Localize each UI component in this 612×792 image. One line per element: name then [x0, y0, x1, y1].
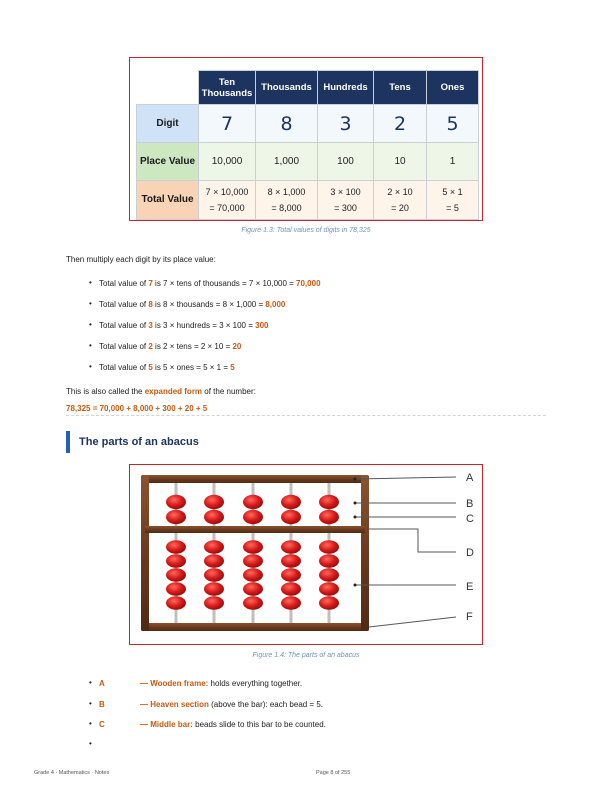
- figure-caption-place-value: Figure 1.3: Total values of digits in 78,325: [241, 227, 371, 234]
- abacus-label-d: D: [466, 547, 474, 559]
- row-label-total-value: Total Value: [137, 181, 199, 220]
- heaven-bead: [281, 510, 301, 524]
- heaven-bead: [204, 510, 224, 524]
- part-definition: — Middle bar: beads slide to this bar to be counted.: [140, 720, 326, 729]
- section-title: The parts of an abacus: [79, 436, 199, 448]
- bullet-dot: •: [89, 719, 92, 728]
- earth-bead: [319, 568, 339, 582]
- earth-bead: [204, 582, 224, 596]
- list-item: Total value of 5 is 5 × ones = 5 × 1 = 5: [99, 363, 235, 372]
- bullet-dot: •: [89, 320, 92, 329]
- place-value-cell: 100: [318, 143, 374, 181]
- middle-bar: [145, 526, 365, 533]
- earth-bead: [204, 568, 224, 582]
- table-row-digit: [137, 105, 479, 143]
- table-header-row: [137, 71, 479, 105]
- divider: [66, 415, 546, 416]
- bullet-dot: •: [89, 278, 92, 287]
- row-label-place-value: Place Value: [137, 143, 199, 181]
- earth-bead: [319, 554, 339, 568]
- earth-bead: [243, 596, 263, 610]
- part-tag: C: [99, 720, 105, 729]
- total-value-cell: 2 × 10 = 20: [374, 181, 427, 220]
- table-row-total-value: [137, 181, 479, 220]
- digit-cell: 3: [318, 105, 374, 143]
- earth-bead: [281, 540, 301, 554]
- expanded-form-text: This is also called the expanded form of the number:: [66, 387, 256, 396]
- part-definition: — Heaven section (above the bar): each bead = 5.: [140, 700, 323, 709]
- leader-line-a: [355, 477, 456, 479]
- row-label-digit: Digit: [137, 105, 199, 143]
- part-definition: — Wooden frame: holds everything together.: [140, 679, 303, 688]
- earth-bead: [204, 554, 224, 568]
- footer-left: Grade 4 · Mathematics · Notes: [34, 770, 110, 776]
- earth-bead: [166, 554, 186, 568]
- earth-bead: [166, 540, 186, 554]
- header-hundreds: Hundreds: [318, 71, 374, 105]
- intro-text: Then multiply each digit by its place value:: [66, 255, 216, 264]
- total-value-cell: 7 × 10,000 = 70,000: [199, 181, 256, 220]
- abacus-beads: [166, 495, 339, 610]
- header-ones: Ones: [427, 71, 479, 105]
- bullet-dot: •: [89, 341, 92, 350]
- part-tag: A: [99, 679, 105, 688]
- list-item: Total value of 2 is 2 × tens = 2 × 10 = 20: [99, 342, 242, 351]
- list-item: Total value of 7 is 7 × tens of thousands = 7 × 10,000 = 70,000: [99, 279, 321, 288]
- earth-bead: [166, 596, 186, 610]
- bullet-dot: •: [89, 362, 92, 371]
- expanded-form-equation: 78,325 = 70,000 + 8,000 + 300 + 20 + 5: [66, 404, 208, 413]
- place-value-table: [136, 70, 479, 220]
- earth-bead: [166, 582, 186, 596]
- place-value-cell: 1: [427, 143, 479, 181]
- earth-bead: [281, 596, 301, 610]
- figure-caption-abacus: Figure 1.4: The parts of an abacus: [252, 652, 360, 659]
- abacus-figure: [129, 464, 483, 645]
- total-value-cell: 8 × 1,000 = 8,000: [256, 181, 318, 220]
- earth-bead: [204, 540, 224, 554]
- place-value-table-figure: [129, 57, 483, 221]
- bullet-dot-empty: •: [89, 739, 92, 748]
- earth-bead: [243, 554, 263, 568]
- heaven-bead: [166, 510, 186, 524]
- frame-right-post: [361, 475, 369, 631]
- earth-bead: [204, 596, 224, 610]
- list-item: Total value of 3 is 3 × hundreds = 3 × 100 = 300: [99, 321, 269, 330]
- frame-bottom-bar: [141, 623, 369, 631]
- leader-dot: [354, 502, 357, 505]
- heaven-bead: [166, 495, 186, 509]
- earth-bead: [281, 568, 301, 582]
- place-value-cell: 1,000: [256, 143, 318, 181]
- footer-page-number: Page 8 of 255: [316, 770, 351, 776]
- abacus-label-c: C: [466, 513, 474, 525]
- digit-cell: 2: [374, 105, 427, 143]
- section-accent-bar: [66, 431, 70, 453]
- heaven-bead: [319, 495, 339, 509]
- place-value-cell: 10: [374, 143, 427, 181]
- bullet-dot: •: [89, 678, 92, 687]
- leader-dot: [354, 478, 357, 481]
- abacus-diagram: [130, 465, 482, 644]
- heaven-bead: [319, 510, 339, 524]
- total-value-cell: 3 × 100 = 300: [318, 181, 374, 220]
- digit-cell: 8: [256, 105, 318, 143]
- leader-dot: [354, 584, 357, 587]
- heaven-bead: [204, 495, 224, 509]
- list-item: Total value of 8 is 8 × thousands = 8 × 1,000 = 8,000: [99, 300, 286, 309]
- table-row-place-value: [137, 143, 479, 181]
- abacus-label-b: B: [466, 498, 474, 510]
- earth-bead: [319, 596, 339, 610]
- abacus-label-e: E: [466, 581, 474, 593]
- leader-line-f: [369, 617, 456, 627]
- abacus-label-f: F: [466, 611, 473, 623]
- part-tag: B: [99, 700, 105, 709]
- abacus-label-a: A: [466, 472, 474, 484]
- earth-bead: [319, 582, 339, 596]
- header-thousands: Thousands: [256, 71, 318, 105]
- earth-bead: [243, 540, 263, 554]
- bullet-dot: •: [89, 699, 92, 708]
- heaven-bead: [281, 495, 301, 509]
- bullet-dot: •: [89, 299, 92, 308]
- earth-bead: [243, 582, 263, 596]
- header-ten-thousands: Ten Thousands: [199, 71, 256, 105]
- heaven-bead: [243, 495, 263, 509]
- earth-bead: [243, 568, 263, 582]
- abacus-labels: [466, 472, 474, 623]
- place-value-cell: 10,000: [199, 143, 256, 181]
- earth-bead: [281, 582, 301, 596]
- leader-line-d: [369, 529, 456, 552]
- frame-top-bar: [141, 475, 369, 483]
- earth-bead: [166, 568, 186, 582]
- total-value-cell: 5 × 1 = 5: [427, 181, 479, 220]
- digit-cell: 5: [427, 105, 479, 143]
- frame-left-post: [141, 475, 149, 631]
- digit-cell: 7: [199, 105, 256, 143]
- header-tens: Tens: [374, 71, 427, 105]
- heaven-bead: [243, 510, 263, 524]
- earth-bead: [319, 540, 339, 554]
- leader-dot: [354, 516, 357, 519]
- earth-bead: [281, 554, 301, 568]
